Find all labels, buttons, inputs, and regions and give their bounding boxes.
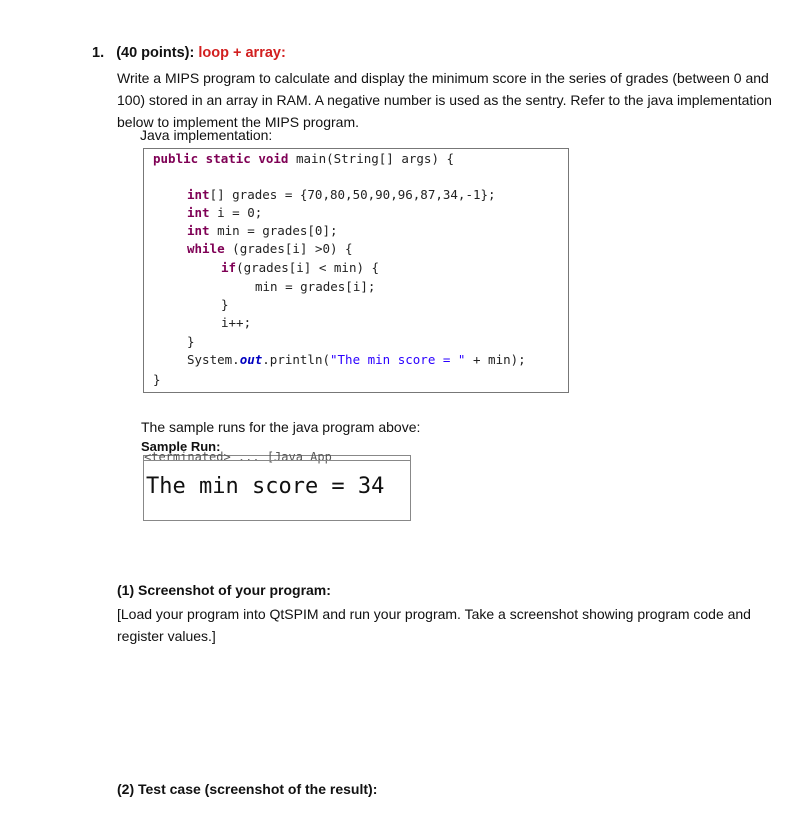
code-line-3: int i = 0;	[187, 205, 263, 220]
section-1-title: (1) Screenshot of your program:	[117, 582, 331, 598]
java-code-box	[143, 148, 569, 393]
question-topic: loop + array:	[198, 45, 286, 61]
sample-run-label: Sample Run:	[141, 439, 221, 454]
code-line-5: while (grades[i] >0) {	[187, 241, 353, 256]
console-output-box	[143, 450, 411, 521]
question-points: (40 points):	[116, 45, 195, 61]
question-prompt: Write a MIPS program to calculate and display the minimum score in the series of grades (between 0 and 100) stored in an array in RAM. A negative number is used as the sentry. Refer to the java implementation below to implement the MIPS program.	[117, 70, 772, 130]
console-output-text: The min score = 34	[146, 474, 385, 499]
code-line-1: public static void main(String[] args) {	[153, 151, 455, 166]
question-header	[92, 45, 286, 61]
code-line-2: int[] grades = {70,80,50,90,96,87,34,-1};	[187, 187, 496, 202]
code-line-8: }	[221, 297, 229, 312]
code-line-7: min = grades[i];	[255, 279, 376, 294]
section-2-title: (2) Test case (screenshot of the result):	[117, 781, 378, 797]
sample-intro: The sample runs for the java program above:	[141, 419, 421, 435]
code-line-4: int min = grades[0];	[187, 223, 338, 238]
section-1-body: [Load your program into QtSPIM and run your program. Take a screenshot showing program code and register values.]	[117, 606, 751, 644]
console-title-strip: <terminated> ... [Java App	[144, 450, 332, 464]
code-line-11: System.out.println("The min score = " + min);	[187, 352, 526, 367]
java-implementation-label: Java implementation:	[140, 127, 273, 143]
code-line-12: }	[153, 372, 161, 387]
code-line-6: if(grades[i] < min) {	[221, 260, 380, 275]
code-line-10: }	[187, 334, 195, 349]
console-divider	[144, 460, 410, 461]
code-line-9: i++;	[221, 315, 252, 330]
question-number: 1.	[92, 45, 105, 61]
